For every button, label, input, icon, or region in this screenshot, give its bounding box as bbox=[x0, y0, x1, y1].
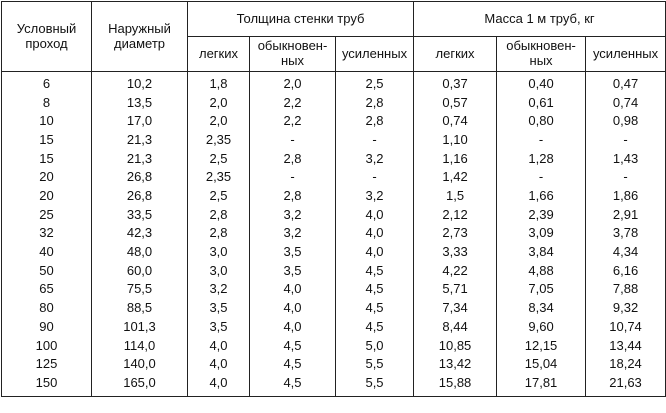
header-mass-light: легких bbox=[414, 37, 497, 72]
cell-wall-ordinary: 4,5 bbox=[250, 355, 336, 374]
cell-wall-reinforced: 2,8 bbox=[336, 94, 414, 113]
cell-mass-ordinary: 3,84 bbox=[497, 243, 586, 262]
cell-outer-diameter: 140,0 bbox=[92, 355, 188, 374]
cell-mass-light: 1,10 bbox=[414, 131, 497, 150]
cell-outer-diameter: 13,5 bbox=[92, 94, 188, 113]
table-row bbox=[2, 131, 666, 150]
cell-nominal-bore: 15 bbox=[2, 131, 92, 150]
cell-mass-ordinary: 8,34 bbox=[497, 299, 586, 318]
table-row bbox=[2, 206, 666, 225]
table-row bbox=[2, 299, 666, 318]
cell-wall-reinforced: 4,5 bbox=[336, 299, 414, 318]
header-wall-ordinary: обыкновен-ных bbox=[250, 37, 336, 72]
cell-mass-light: 0,74 bbox=[414, 112, 497, 131]
cell-wall-ordinary: 2,2 bbox=[250, 112, 336, 131]
cell-wall-reinforced: 5,5 bbox=[336, 374, 414, 396]
cell-mass-light: 8,44 bbox=[414, 318, 497, 337]
cell-wall-ordinary: 2,8 bbox=[250, 150, 336, 169]
cell-mass-light: 2,12 bbox=[414, 206, 497, 225]
cell-nominal-bore: 40 bbox=[2, 243, 92, 262]
cell-mass-reinforced: 9,32 bbox=[586, 299, 666, 318]
cell-outer-diameter: 75,5 bbox=[92, 281, 188, 300]
cell-mass-light: 10,85 bbox=[414, 337, 497, 356]
cell-wall-reinforced: 4,5 bbox=[336, 281, 414, 300]
header-wall-thickness: Толщина стенки труб bbox=[188, 2, 414, 37]
cell-mass-ordinary: 9,60 bbox=[497, 318, 586, 337]
cell-outer-diameter: 26,8 bbox=[92, 168, 188, 187]
cell-nominal-bore: 15 bbox=[2, 150, 92, 169]
cell-mass-reinforced: 21,63 bbox=[586, 374, 666, 396]
cell-mass-reinforced: 0,47 bbox=[586, 72, 666, 94]
cell-wall-reinforced: 4,5 bbox=[336, 262, 414, 281]
cell-wall-ordinary: 3,5 bbox=[250, 262, 336, 281]
cell-mass-light: 1,5 bbox=[414, 187, 497, 206]
cell-nominal-bore: 80 bbox=[2, 299, 92, 318]
cell-outer-diameter: 101,3 bbox=[92, 318, 188, 337]
cell-wall-light: 2,35 bbox=[188, 168, 250, 187]
cell-mass-light: 7,34 bbox=[414, 299, 497, 318]
cell-mass-light: 2,73 bbox=[414, 225, 497, 244]
cell-mass-ordinary: 17,81 bbox=[497, 374, 586, 396]
cell-wall-ordinary: - bbox=[250, 131, 336, 150]
cell-mass-light: 0,37 bbox=[414, 72, 497, 94]
cell-mass-ordinary: 1,28 bbox=[497, 150, 586, 169]
table-row bbox=[2, 281, 666, 300]
cell-mass-ordinary: 1,66 bbox=[497, 187, 586, 206]
cell-mass-reinforced: 0,98 bbox=[586, 112, 666, 131]
cell-wall-reinforced: 4,5 bbox=[336, 318, 414, 337]
cell-outer-diameter: 21,3 bbox=[92, 131, 188, 150]
cell-wall-light: 3,5 bbox=[188, 299, 250, 318]
cell-mass-ordinary: - bbox=[497, 168, 586, 187]
cell-wall-reinforced: 5,0 bbox=[336, 337, 414, 356]
cell-wall-light: 3,2 bbox=[188, 281, 250, 300]
pipe-spec-table bbox=[1, 1, 666, 397]
cell-outer-diameter: 17,0 bbox=[92, 112, 188, 131]
cell-outer-diameter: 48,0 bbox=[92, 243, 188, 262]
cell-mass-light: 0,57 bbox=[414, 94, 497, 113]
cell-wall-light: 3,5 bbox=[188, 318, 250, 337]
cell-mass-light: 1,42 bbox=[414, 168, 497, 187]
cell-mass-ordinary: 4,88 bbox=[497, 262, 586, 281]
cell-outer-diameter: 60,0 bbox=[92, 262, 188, 281]
cell-mass-ordinary: 12,15 bbox=[497, 337, 586, 356]
cell-wall-reinforced: 5,5 bbox=[336, 355, 414, 374]
table-row bbox=[2, 243, 666, 262]
header-nominal-bore: Условный проход bbox=[2, 2, 92, 72]
cell-mass-reinforced: 1,86 bbox=[586, 187, 666, 206]
cell-outer-diameter: 88,5 bbox=[92, 299, 188, 318]
cell-mass-ordinary: 2,39 bbox=[497, 206, 586, 225]
cell-wall-reinforced: 2,5 bbox=[336, 72, 414, 94]
cell-mass-reinforced: 7,88 bbox=[586, 281, 666, 300]
cell-nominal-bore: 6 bbox=[2, 72, 92, 94]
header-mass-ordinary: обыкновен-ных bbox=[497, 37, 586, 72]
table-row bbox=[2, 112, 666, 131]
cell-outer-diameter: 33,5 bbox=[92, 206, 188, 225]
table-row bbox=[2, 94, 666, 113]
cell-mass-reinforced: 10,74 bbox=[586, 318, 666, 337]
cell-wall-ordinary: 4,5 bbox=[250, 337, 336, 356]
cell-mass-ordinary: 7,05 bbox=[497, 281, 586, 300]
table-row bbox=[2, 150, 666, 169]
cell-wall-light: 2,35 bbox=[188, 131, 250, 150]
cell-nominal-bore: 90 bbox=[2, 318, 92, 337]
cell-nominal-bore: 25 bbox=[2, 206, 92, 225]
cell-wall-ordinary: 2,2 bbox=[250, 94, 336, 113]
cell-outer-diameter: 165,0 bbox=[92, 374, 188, 396]
table-row bbox=[2, 225, 666, 244]
cell-wall-light: 4,0 bbox=[188, 374, 250, 396]
table-row bbox=[2, 337, 666, 356]
cell-wall-light: 4,0 bbox=[188, 355, 250, 374]
cell-wall-light: 1,8 bbox=[188, 72, 250, 94]
cell-mass-light: 3,33 bbox=[414, 243, 497, 262]
cell-wall-ordinary: - bbox=[250, 168, 336, 187]
cell-nominal-bore: 100 bbox=[2, 337, 92, 356]
cell-wall-light: 2,0 bbox=[188, 112, 250, 131]
cell-nominal-bore: 32 bbox=[2, 225, 92, 244]
cell-nominal-bore: 8 bbox=[2, 94, 92, 113]
table-row bbox=[2, 262, 666, 281]
cell-wall-ordinary: 2,8 bbox=[250, 187, 336, 206]
cell-wall-reinforced: 2,8 bbox=[336, 112, 414, 131]
cell-outer-diameter: 114,0 bbox=[92, 337, 188, 356]
cell-mass-ordinary: 0,40 bbox=[497, 72, 586, 94]
header-outer-diameter: Наружный диаметр bbox=[92, 2, 188, 72]
cell-wall-light: 4,0 bbox=[188, 337, 250, 356]
header-mass-per-meter: Масса 1 м труб, кг bbox=[414, 2, 666, 37]
header-mass-reinforced: усиленных bbox=[586, 37, 666, 72]
table-row bbox=[2, 187, 666, 206]
cell-wall-reinforced: 4,0 bbox=[336, 225, 414, 244]
cell-wall-light: 2,8 bbox=[188, 206, 250, 225]
cell-wall-light: 2,5 bbox=[188, 187, 250, 206]
cell-wall-ordinary: 2,0 bbox=[250, 72, 336, 94]
table-header bbox=[2, 2, 666, 72]
cell-wall-reinforced: - bbox=[336, 168, 414, 187]
cell-mass-ordinary: 0,61 bbox=[497, 94, 586, 113]
cell-wall-ordinary: 4,0 bbox=[250, 318, 336, 337]
cell-nominal-bore: 10 bbox=[2, 112, 92, 131]
table-row bbox=[2, 374, 666, 396]
cell-wall-ordinary: 4,5 bbox=[250, 374, 336, 396]
cell-wall-ordinary: 3,5 bbox=[250, 243, 336, 262]
cell-nominal-bore: 20 bbox=[2, 168, 92, 187]
cell-outer-diameter: 10,2 bbox=[92, 72, 188, 94]
cell-wall-ordinary: 4,0 bbox=[250, 281, 336, 300]
cell-nominal-bore: 20 bbox=[2, 187, 92, 206]
cell-wall-ordinary: 3,2 bbox=[250, 206, 336, 225]
cell-wall-ordinary: 3,2 bbox=[250, 225, 336, 244]
cell-outer-diameter: 42,3 bbox=[92, 225, 188, 244]
header-wall-light: легких bbox=[188, 37, 250, 72]
cell-mass-reinforced: 2,91 bbox=[586, 206, 666, 225]
cell-mass-light: 1,16 bbox=[414, 150, 497, 169]
cell-wall-reinforced: 4,0 bbox=[336, 243, 414, 262]
cell-mass-ordinary: 0,80 bbox=[497, 112, 586, 131]
cell-mass-light: 13,42 bbox=[414, 355, 497, 374]
table-row bbox=[2, 168, 666, 187]
cell-mass-light: 4,22 bbox=[414, 262, 497, 281]
table-row bbox=[2, 72, 666, 94]
header-wall-reinforced: усиленных bbox=[336, 37, 414, 72]
cell-mass-light: 15,88 bbox=[414, 374, 497, 396]
table-row bbox=[2, 318, 666, 337]
cell-nominal-bore: 125 bbox=[2, 355, 92, 374]
table-body bbox=[2, 72, 666, 397]
cell-wall-reinforced: 3,2 bbox=[336, 150, 414, 169]
cell-wall-light: 2,8 bbox=[188, 225, 250, 244]
cell-mass-reinforced: 0,74 bbox=[586, 94, 666, 113]
cell-mass-reinforced: 18,24 bbox=[586, 355, 666, 374]
cell-mass-reinforced: 1,43 bbox=[586, 150, 666, 169]
cell-wall-light: 3,0 bbox=[188, 243, 250, 262]
cell-wall-light: 3,0 bbox=[188, 262, 250, 281]
cell-nominal-bore: 65 bbox=[2, 281, 92, 300]
cell-mass-reinforced: 4,34 bbox=[586, 243, 666, 262]
cell-nominal-bore: 50 bbox=[2, 262, 92, 281]
cell-nominal-bore: 150 bbox=[2, 374, 92, 396]
cell-mass-light: 5,71 bbox=[414, 281, 497, 300]
cell-wall-light: 2,0 bbox=[188, 94, 250, 113]
cell-wall-reinforced: 3,2 bbox=[336, 187, 414, 206]
cell-mass-reinforced: - bbox=[586, 131, 666, 150]
cell-outer-diameter: 21,3 bbox=[92, 150, 188, 169]
cell-mass-ordinary: - bbox=[497, 131, 586, 150]
cell-outer-diameter: 26,8 bbox=[92, 187, 188, 206]
cell-wall-light: 2,5 bbox=[188, 150, 250, 169]
cell-mass-reinforced: 13,44 bbox=[586, 337, 666, 356]
cell-wall-ordinary: 4,0 bbox=[250, 299, 336, 318]
cell-mass-ordinary: 15,04 bbox=[497, 355, 586, 374]
cell-wall-reinforced: 4,0 bbox=[336, 206, 414, 225]
table-row bbox=[2, 355, 666, 374]
cell-mass-reinforced: - bbox=[586, 168, 666, 187]
cell-mass-ordinary: 3,09 bbox=[497, 225, 586, 244]
cell-mass-reinforced: 3,78 bbox=[586, 225, 666, 244]
cell-wall-reinforced: - bbox=[336, 131, 414, 150]
cell-mass-reinforced: 6,16 bbox=[586, 262, 666, 281]
